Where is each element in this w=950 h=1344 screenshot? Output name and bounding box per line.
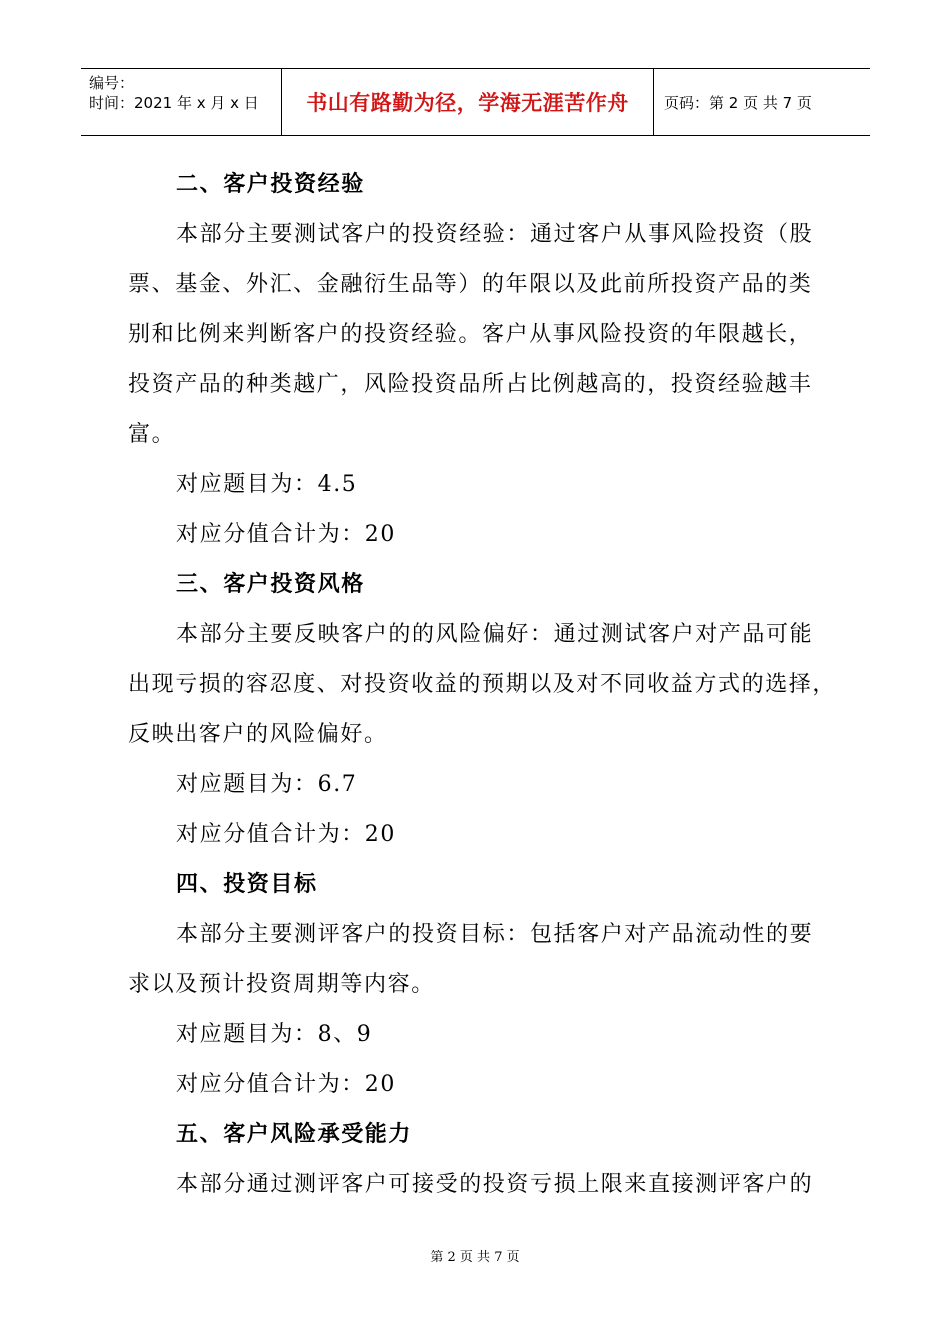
paragraph-line: 本部分主要测评客户的投资目标：包括客户对产品流动性的要 [176, 922, 814, 947]
paragraph-line: 求以及预计投资周期等内容。 [128, 972, 435, 997]
paragraph-line: 本部分通过测评客户可接受的投资亏损上限来直接测评客户的 [176, 1172, 814, 1197]
score-total: 对应分值合计为：20 [176, 522, 396, 547]
score-total: 对应分值合计为：20 [176, 822, 396, 847]
header-motto: 书山有路勤为径，学海无涯苦作舟 [281, 69, 654, 135]
section-heading: 三、客户投资风格 [176, 572, 365, 597]
section-heading: 四、投资目标 [176, 872, 318, 897]
paragraph-line: 出现亏损的容忍度、对投资收益的预期以及对不同收益方式的选择， [128, 672, 837, 697]
section-heading: 二、客户投资经验 [176, 172, 365, 197]
question-reference: 对应题目为：4.5 [176, 472, 358, 497]
question-reference: 对应题目为：8、9 [176, 1022, 373, 1047]
header-meta [81, 69, 281, 135]
page-header [81, 68, 870, 136]
page-footer: 第 2 页 共 7 页 [430, 1250, 520, 1265]
paragraph-line: 本部分主要反映客户的的风险偏好：通过测试客户对产品可能 [176, 622, 814, 647]
paragraph-line: 反映出客户的风险偏好。 [128, 722, 388, 747]
paragraph-line: 富。 [128, 422, 176, 447]
document-number-label: 编号： [89, 74, 135, 92]
header-page-info: 页码：第 2 页 共 7 页 [664, 93, 812, 112]
paragraph-line: 本部分主要测试客户的投资经验：通过客户从事风险投资（股 [176, 222, 814, 247]
document-date: 时间：2021 年 x 月 x 日 [89, 94, 259, 112]
paragraph-line: 投资产品的种类越广，风险投资品所占比例越高的，投资经验越丰 [128, 372, 813, 397]
question-reference: 对应题目为：6.7 [176, 772, 358, 797]
document-body [128, 160, 837, 1210]
paragraph-line: 别和比例来判断客户的投资经验。客户从事风险投资的年限越长， [128, 322, 813, 347]
score-total: 对应分值合计为：20 [176, 1072, 396, 1097]
section-heading: 五、客户风险承受能力 [176, 1122, 413, 1147]
paragraph-line: 票、基金、外汇、金融衍生品等）的年限以及此前所投资产品的类 [128, 272, 813, 297]
